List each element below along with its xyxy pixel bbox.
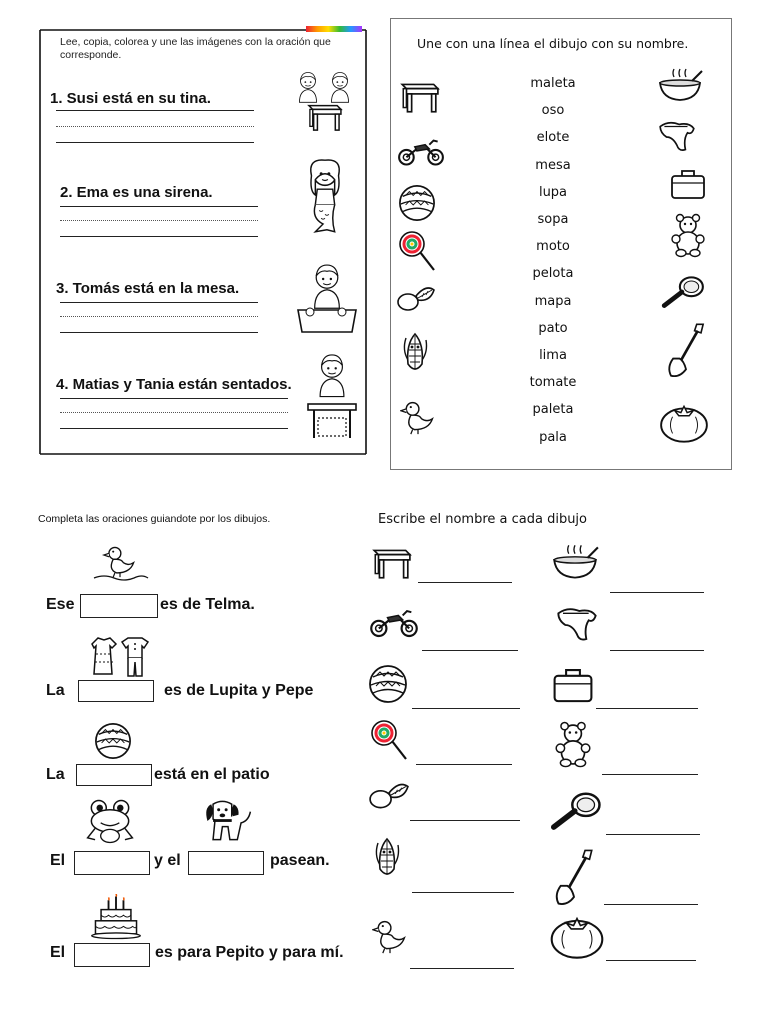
- match-word[interactable]: tomate: [529, 375, 577, 391]
- answer-line[interactable]: [610, 592, 704, 593]
- sentence-4: 4. Matias y Tania están sentados.: [56, 376, 292, 393]
- match-word[interactable]: sopa: [537, 212, 569, 227]
- answer-line[interactable]: [602, 774, 698, 775]
- lollipop-icon[interactable]: [398, 230, 438, 274]
- mermaid-icon: [296, 154, 354, 236]
- write-line[interactable]: [60, 302, 258, 303]
- write-line[interactable]: [60, 428, 288, 429]
- write-line[interactable]: [60, 236, 258, 237]
- match-word[interactable]: mapa: [534, 293, 572, 309]
- duck-icon: [92, 544, 150, 584]
- answer-line[interactable]: [610, 650, 704, 651]
- sentence-1: 1. Susi está en su tina.: [50, 90, 211, 107]
- worksheet-match-title: Une con una línea el dibujo con su nombre.: [417, 36, 689, 51]
- motorcycle-icon[interactable]: [396, 136, 446, 168]
- write-line[interactable]: [60, 332, 258, 333]
- sentence-word: es de Telma.: [160, 596, 255, 613]
- match-word[interactable]: pelota: [532, 266, 574, 282]
- answer-line[interactable]: [604, 904, 698, 905]
- soup-bowl-icon: [550, 542, 600, 582]
- match-word[interactable]: pato: [538, 320, 568, 336]
- lemon-icon: [368, 776, 410, 814]
- instructions: Lee, copia, colorea y une las imágenes con la oración que corresponde.: [60, 36, 331, 61]
- kids-at-table-icon: [292, 66, 356, 132]
- match-word[interactable]: paleta: [532, 402, 574, 418]
- map-icon: [550, 604, 604, 646]
- answer-line[interactable]: [416, 764, 512, 765]
- answer-line[interactable]: [412, 892, 514, 893]
- tomato-icon[interactable]: [658, 402, 710, 444]
- sentence-3: 3. Tomás está en la mesa.: [56, 280, 240, 297]
- boy-at-desk-icon: [304, 352, 360, 440]
- table-icon: [370, 542, 412, 582]
- answer-box[interactable]: [188, 851, 264, 875]
- table-icon[interactable]: [398, 78, 440, 114]
- sentence-2: 2. Ema es una sirena.: [60, 184, 213, 201]
- answer-line[interactable]: [418, 582, 512, 583]
- sentence-word: Ese: [46, 596, 75, 613]
- worksheet-complete-title: Completa las oraciones guiandote por los dibujos.: [38, 513, 271, 525]
- ball-icon: [94, 722, 132, 760]
- match-word[interactable]: moto: [536, 239, 570, 255]
- write-line[interactable]: [56, 142, 254, 143]
- answer-line[interactable]: [410, 968, 514, 969]
- girl-in-bathtub-icon: [296, 262, 358, 334]
- cake-icon: [88, 894, 144, 942]
- ball-icon[interactable]: [398, 184, 436, 222]
- answer-line[interactable]: [410, 820, 520, 821]
- shovel-icon[interactable]: [664, 320, 708, 380]
- dotted-guide: [56, 126, 254, 127]
- tomato-icon: [548, 914, 606, 960]
- sentence-word: pasean.: [270, 852, 330, 869]
- write-line[interactable]: [56, 110, 254, 111]
- answer-box[interactable]: [80, 594, 158, 618]
- sentence-word: está en el patio: [154, 766, 270, 783]
- sentence-word: El: [50, 944, 66, 961]
- sentence-word: La: [46, 766, 65, 783]
- shovel-icon: [546, 846, 602, 908]
- teddy-bear-icon[interactable]: [668, 212, 708, 258]
- answer-line[interactable]: [412, 708, 520, 709]
- dotted-guide: [60, 220, 258, 221]
- suitcase-icon: [550, 664, 596, 706]
- map-icon[interactable]: [656, 118, 698, 156]
- lollipop-icon: [370, 718, 410, 764]
- answer-line[interactable]: [422, 650, 518, 651]
- match-word[interactable]: mesa: [535, 157, 571, 173]
- worksheet-write-title: Escribe el nombre a cada dibujo: [378, 512, 587, 527]
- worksheet-read-copy: [0, 0, 372, 462]
- teddy-bear-icon: [552, 718, 594, 770]
- write-line[interactable]: [60, 398, 288, 399]
- answer-box[interactable]: [74, 851, 150, 875]
- frog-icon: [82, 796, 138, 846]
- duck-icon[interactable]: [400, 396, 436, 438]
- match-word[interactable]: elote: [536, 130, 570, 146]
- sentence-word: y el: [154, 852, 181, 869]
- answer-line[interactable]: [606, 834, 700, 835]
- magnifier-icon[interactable]: [660, 274, 706, 310]
- suitcase-icon[interactable]: [668, 166, 708, 202]
- match-word[interactable]: maleta: [530, 76, 576, 91]
- answer-box[interactable]: [76, 764, 152, 786]
- clothes-icon: [86, 634, 150, 678]
- magnifier-icon: [548, 790, 604, 832]
- motorcycle-icon: [368, 606, 420, 640]
- corn-icon: [372, 834, 402, 882]
- sentence-word: es para Pepito y para mí.: [155, 944, 344, 961]
- ball-icon: [368, 664, 408, 704]
- match-word[interactable]: lima: [539, 348, 567, 363]
- lemon-icon[interactable]: [396, 280, 436, 316]
- corn-icon[interactable]: [400, 330, 430, 376]
- rainbow-decoration: [306, 26, 362, 32]
- answer-box[interactable]: [78, 680, 154, 702]
- answer-line[interactable]: [596, 708, 698, 709]
- sentence-word: El: [50, 852, 66, 869]
- dog-icon: [200, 796, 256, 846]
- match-word[interactable]: pala: [539, 429, 567, 445]
- match-word[interactable]: lupa: [538, 184, 568, 200]
- answer-box[interactable]: [74, 943, 150, 967]
- answer-line[interactable]: [606, 960, 696, 961]
- duck-icon: [372, 908, 408, 964]
- dotted-guide: [60, 412, 288, 413]
- write-line[interactable]: [60, 206, 258, 207]
- match-word[interactable]: oso: [541, 103, 565, 119]
- sentence-word: es de Lupita y Pepe: [164, 682, 314, 699]
- sentence-word: La: [46, 682, 65, 699]
- soup-bowl-icon[interactable]: [656, 66, 704, 104]
- dotted-guide: [60, 316, 258, 317]
